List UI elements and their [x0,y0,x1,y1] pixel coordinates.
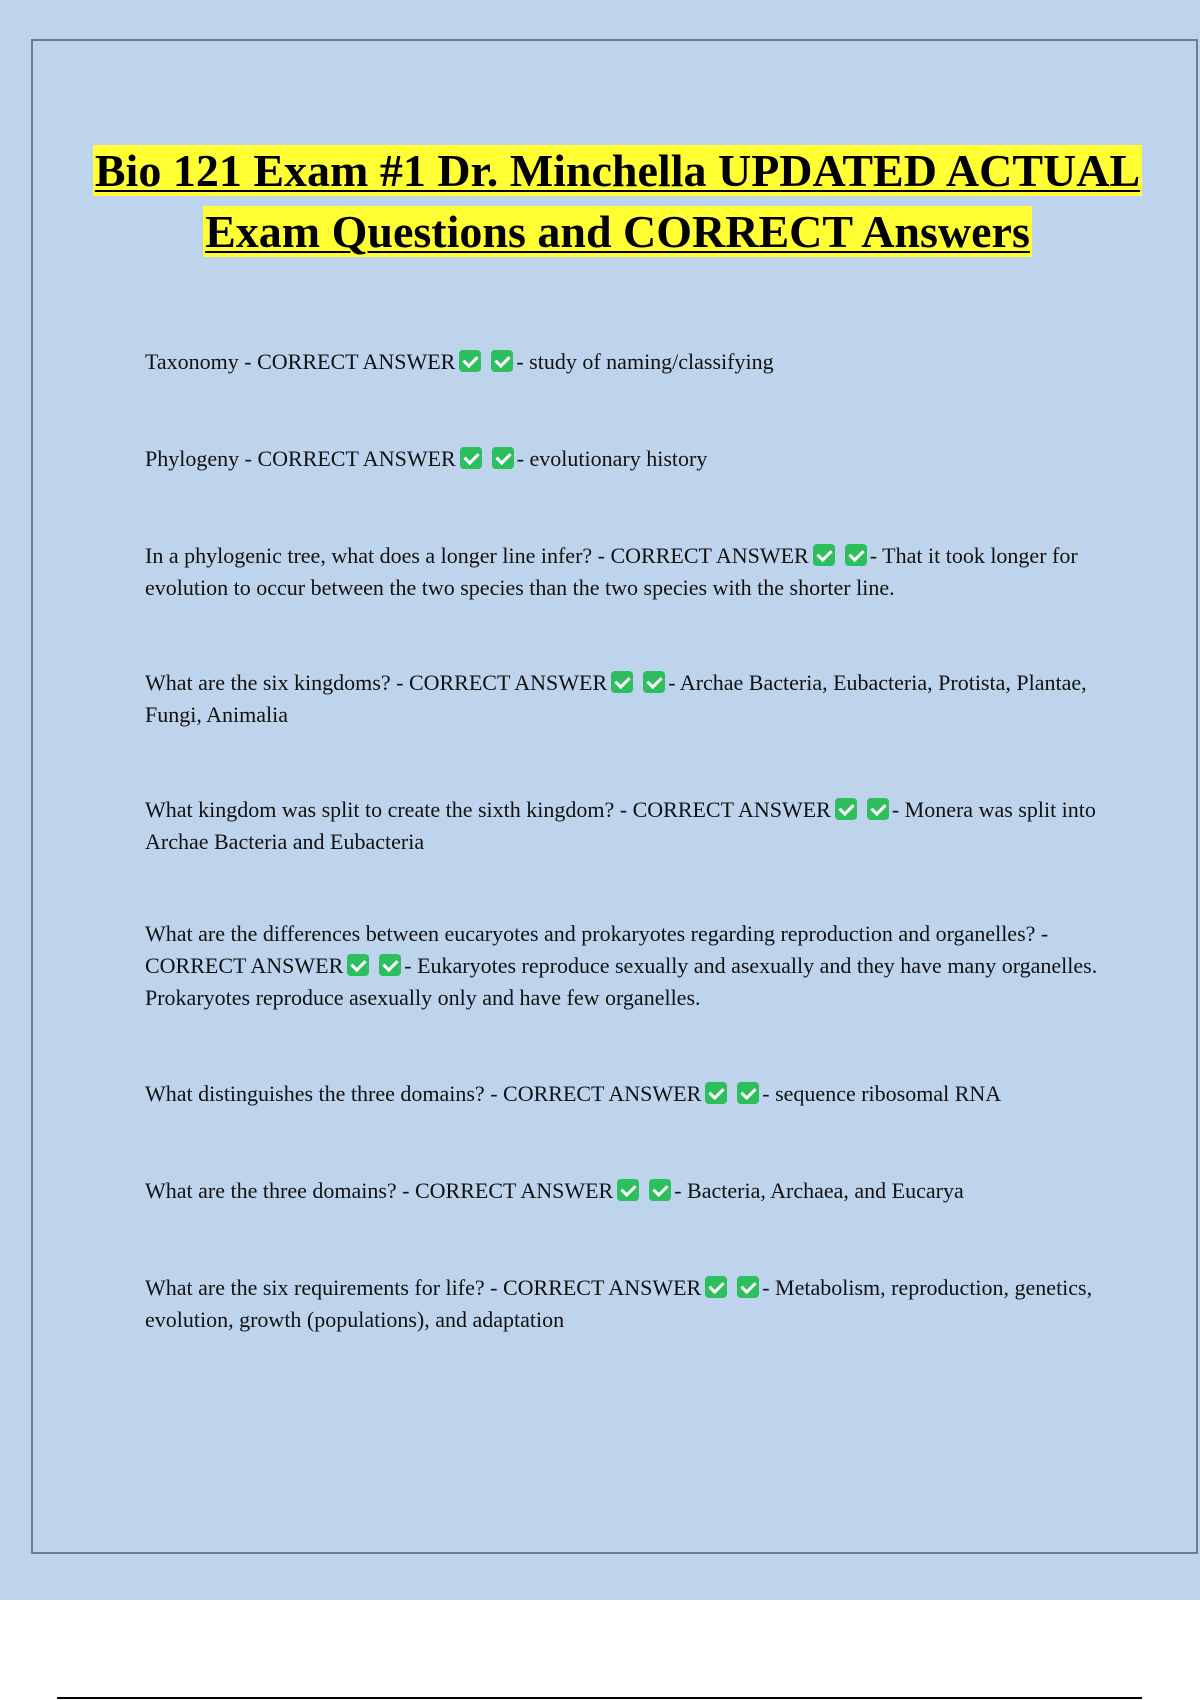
question-text: Taxonomy - [145,349,258,374]
question-text: What are the three domains? - [145,1178,415,1203]
footer-divider [57,1697,1142,1699]
check-mark-icon [617,1179,639,1201]
check-mark-icon [835,798,857,820]
answer-marker: CORRECT ANSWER [414,1178,614,1203]
question-text: What are the six requirements for life? - [145,1275,503,1300]
answer-text: - Eukaryotes reproduce sexually and asexually and they have many organelles. Prokaryotes reproduce asexually only and have few organelles. [145,953,1098,1010]
answer-text: - Archae Bacteria, Eubacteria, Protista, Plantae, Fungi, Animalia [145,670,1087,727]
answer-marker: CORRECT ANSWER [257,349,456,374]
check-mark-icon [737,1276,759,1298]
answer-marker: CORRECT ANSWER [632,797,831,822]
answer-marker: CORRECT ANSWER [145,953,344,978]
check-mark-icon [867,798,889,820]
check-mark-icon [737,1082,759,1104]
answer-text: - Monera was split into Archae Bacteria and Eubacteria [145,797,1096,854]
check-mark-icon [611,671,633,693]
answer-marker: CORRECT ANSWER [503,1081,702,1106]
answer-text: - Bacteria, Archaea, and Eucarya [674,1178,964,1203]
answer-marker: CORRECT ANSWER [610,543,809,568]
qa-item [145,1078,1105,1110]
answer-text: - study of naming/classifying [516,349,774,374]
check-mark-icon [492,447,514,469]
question-text: What are the differences between eucaryotes and prokaryotes regarding reproduction and organelles? - [145,921,1049,946]
check-mark-icon [459,350,481,372]
check-mark-icon [379,954,401,976]
check-mark-icon [813,544,835,566]
answer-text: - sequence ribosomal RNA [762,1081,1002,1106]
document-title [60,140,1175,262]
answer-text: - Metabolism, reproduction, genetics, evolution, growth (populations), and adaptation [145,1275,1093,1332]
check-mark-icon [643,671,665,693]
question-text: Phylogeny - [145,446,258,471]
check-mark-icon [705,1082,727,1104]
qa-item [145,1175,1105,1207]
answer-text: - evolutionary history [516,446,708,471]
answer-marker: CORRECT ANSWER [257,446,456,471]
answer-marker: CORRECT ANSWER [502,1275,702,1300]
qa-item [145,667,1105,731]
check-mark-icon [845,544,867,566]
check-mark-icon [460,447,482,469]
qa-item [145,443,1105,475]
qa-item [145,1272,1105,1336]
answer-text: - That it took longer for evolution to occur between the two species than the two species with the shorter line. [145,543,1078,600]
check-mark-icon [347,954,369,976]
question-text: In a phylogenic tree, what does a longer line infer? - [145,543,611,568]
qa-item [145,794,1105,858]
question-text: What kingdom was split to create the sixth kingdom? - [145,797,633,822]
question-text: What distinguishes the three domains? - [145,1081,504,1106]
qa-item [145,918,1105,1014]
check-mark-icon [649,1179,671,1201]
title-highlight: Bio 121 Exam #1 Dr. Minchella UPDATED ACTUAL Exam Questions and CORRECT Answers [94,145,1141,257]
check-mark-icon [705,1276,727,1298]
qa-item [145,346,1105,378]
qa-item [145,540,1105,604]
question-text: What are the six kingdoms? - [145,670,409,695]
check-mark-icon [491,350,513,372]
answer-marker: CORRECT ANSWER [408,670,608,695]
